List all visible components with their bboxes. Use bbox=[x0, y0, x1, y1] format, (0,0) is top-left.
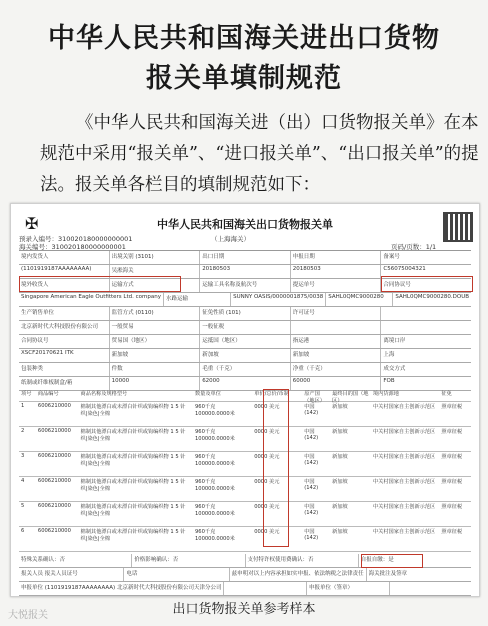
header-cell: 境外收货人 bbox=[19, 279, 110, 292]
header-cell: 许可证号 bbox=[291, 307, 382, 320]
goods-cell: 中关村国家自主创新示范区 bbox=[372, 429, 436, 435]
customs-emblem-icon: ✠ bbox=[25, 214, 39, 233]
header-cell: 62000 bbox=[200, 377, 291, 390]
goods-cell: 960千克 100000.0000米 bbox=[194, 529, 235, 542]
goods-cell: 新加坡 bbox=[332, 479, 348, 485]
port-note: （上海海关） bbox=[211, 235, 250, 243]
goods-cell: 照章征税 bbox=[441, 404, 463, 410]
header-cell: 20180503 bbox=[291, 265, 382, 278]
goods-header-cell: 境内货源地 bbox=[372, 391, 399, 397]
goods-cell: 6006210000 bbox=[37, 503, 71, 509]
header-cell: 征免性质 (101) bbox=[200, 307, 291, 320]
header-cell: 水路运输 bbox=[164, 293, 231, 306]
header-cell: 纸制或纤维板制盒/箱 bbox=[19, 377, 110, 390]
header-cell: 指运港 bbox=[291, 335, 382, 348]
goods-cell: 棉制其他漂白或未漂白针织或钩编织物 1 5 针织|染色|全棉 bbox=[80, 479, 186, 492]
header-cell: 成交方式 bbox=[383, 366, 406, 372]
header-cell: 吴淞海关 bbox=[110, 265, 201, 278]
header-grid bbox=[19, 250, 471, 391]
figure-caption: 出口货物报关单参考样本 bbox=[172, 602, 316, 617]
goods-cell: 新加坡 bbox=[332, 404, 348, 410]
header-cell: 申报日期 bbox=[291, 251, 382, 264]
header-cell bbox=[291, 321, 382, 334]
header-cell: 监管方式 (0110) bbox=[110, 307, 201, 320]
goods-cell: 照章征税 bbox=[441, 429, 463, 435]
goods-cell: 中关村国家自主创新示范区 bbox=[372, 504, 436, 510]
goods-cell: 0000 美元 bbox=[254, 429, 280, 435]
goods-cell: 2 bbox=[21, 428, 25, 434]
goods-cell: 6006210000 bbox=[37, 403, 71, 409]
goods-header-cell: 项号 bbox=[21, 391, 32, 397]
goods-cell: 6 bbox=[21, 528, 25, 534]
goods-cell: 棉制其他漂白或未漂白针织或钩编织物 1 5 针织|染色|全棉 bbox=[80, 429, 186, 442]
goods-cell: 960千克 100000.0000米 bbox=[194, 479, 235, 492]
page-title-line1: 中华人民共和国海关进出口货物 bbox=[48, 23, 440, 54]
goods-row bbox=[19, 477, 471, 502]
goods-header-cell: 原产国（地区） bbox=[304, 391, 325, 404]
goods-cell: 棉制其他漂白或未漂白针织或钩编织物 1 5 针织|染色|全棉 bbox=[80, 529, 186, 542]
goods-cell: 新加坡 bbox=[332, 504, 348, 510]
header-cell: 60000 bbox=[291, 377, 382, 390]
pre-entry-number: 预录入编号：310020180000000001 bbox=[19, 235, 133, 243]
bottom-cell: 特殊关系确认：否 bbox=[19, 554, 132, 567]
header-cell: 出境关别 (3101) bbox=[110, 251, 201, 264]
intro-paragraph: 《中华人民共和国海关进（出）口货物报关单》在本规范中采用“报关单”、“进口报关单”、“出口报关单”的提法。报关单各栏目的填制规范如下： bbox=[40, 113, 479, 195]
header-cell: SAHL0QMC9000280 bbox=[326, 293, 393, 306]
header-row bbox=[19, 335, 471, 349]
qr-code-icon bbox=[445, 214, 471, 240]
header-cell: 备案号 bbox=[383, 254, 400, 260]
goods-cell: 0000 美元 bbox=[254, 404, 280, 410]
watermark: 大悦报关 bbox=[8, 610, 48, 621]
header-cell: 境内发货人 bbox=[19, 251, 110, 264]
page-number: 页码/页数：1/1 bbox=[391, 243, 437, 251]
goods-cell: 5 bbox=[21, 503, 25, 509]
goods-cell: 中关村国家自主创新示范区 bbox=[372, 529, 436, 535]
goods-cell: 新加坡 bbox=[332, 529, 348, 535]
header-cell: Singapore American Eagle Outfitters Ltd. company bbox=[19, 293, 164, 306]
form-title: 中华人民共和国海关出口货物报关单 bbox=[157, 218, 333, 231]
header-cell: SUNNY OASIS/0000001875/0038 bbox=[231, 293, 326, 306]
goods-cell: 棉制其他漂白或未漂白针织或钩编织物 1 5 针织|染色|全棉 bbox=[80, 454, 186, 467]
bottom-cell: 申报单位（签章） bbox=[307, 582, 390, 595]
header-row bbox=[19, 349, 471, 363]
goods-cell: 照章征税 bbox=[441, 454, 463, 460]
bottom-row bbox=[19, 582, 471, 596]
header-cell: 离境口岸 bbox=[383, 338, 406, 344]
header-cell: 20180503 bbox=[200, 265, 291, 278]
header-cell: 运输方式 bbox=[110, 279, 201, 292]
header-cell: 新加坡 bbox=[200, 349, 291, 362]
header-cell bbox=[381, 307, 471, 320]
header-cell: 一般征税 bbox=[200, 321, 291, 334]
bottom-cell: 自报自缴：是 bbox=[360, 557, 394, 563]
goods-cell: 中国 (142) bbox=[304, 429, 319, 441]
header-cell: SAHL0QMC9000280.DOUB bbox=[395, 294, 469, 300]
header-cell: 件数 bbox=[110, 363, 201, 376]
goods-cell: 6006210000 bbox=[37, 453, 71, 459]
bottom-cell: 支付特许权使用费确认：否 bbox=[246, 554, 359, 567]
goods-cell: 960千克 100000.0000米 bbox=[194, 404, 235, 417]
goods-header-cell: 最终目的国（地区） bbox=[332, 391, 369, 404]
goods-header-cell: 数量及单位 bbox=[194, 391, 221, 397]
goods-header-cell: 商品名称及规格型号 bbox=[80, 391, 128, 397]
goods-row bbox=[19, 502, 471, 527]
header-cell: 10000 bbox=[110, 377, 201, 390]
header-cell: 生产销售单位 bbox=[19, 307, 110, 320]
goods-cell: 0000 美元 bbox=[254, 454, 280, 460]
header-cell: 提运单号 bbox=[291, 279, 382, 292]
goods-table bbox=[19, 389, 471, 552]
header-cell: FOB bbox=[383, 378, 395, 384]
header-cell: XSCF20170621 ITK bbox=[19, 349, 110, 362]
goods-cell: 新加坡 bbox=[332, 454, 348, 460]
goods-cell: 中关村国家自主创新示范区 bbox=[372, 479, 436, 485]
goods-cell: 0000 美元 bbox=[254, 504, 280, 510]
header-cell bbox=[381, 321, 471, 334]
header-cell: 贸易国（地区） bbox=[110, 335, 201, 348]
goods-cell: 照章征税 bbox=[441, 504, 463, 510]
header-cell: 一般贸易 bbox=[110, 321, 201, 334]
header-row bbox=[19, 307, 471, 321]
header-cell: (1101919187AAAAAAAA) bbox=[19, 265, 110, 278]
bottom-cell bbox=[224, 582, 307, 595]
page-title-line2: 报关单填制规范 bbox=[146, 63, 342, 94]
header-row bbox=[19, 293, 471, 307]
goods-row bbox=[19, 527, 471, 552]
goods-cell: 照章征税 bbox=[441, 479, 463, 485]
header-cell: 合同协议号 bbox=[19, 335, 110, 348]
self-declare-highlight bbox=[361, 554, 423, 568]
header-row bbox=[19, 363, 471, 377]
goods-cell: 960千克 100000.0000米 bbox=[194, 429, 235, 442]
header-cell: 净重（千克） bbox=[291, 363, 382, 376]
goods-header-cell: 商品编号 bbox=[37, 391, 59, 397]
header-cell: 毛重（千克） bbox=[200, 363, 291, 376]
header-cell: 新加坡 bbox=[291, 349, 382, 362]
goods-cell: 0000 美元 bbox=[254, 479, 280, 485]
goods-cell: 960千克 100000.0000米 bbox=[194, 454, 235, 467]
header-cell: 出口日期 bbox=[200, 251, 291, 264]
goods-cell: 4 bbox=[21, 478, 25, 484]
bottom-cell: 电话 bbox=[124, 568, 229, 581]
bottom-cell: 申报单位 (1101919187AAAAAAAA) 北京新时代大科技股份有限公司天津分公司 bbox=[19, 582, 224, 595]
bottom-row bbox=[19, 568, 471, 582]
goods-cell: 960千克 100000.0000米 bbox=[194, 504, 235, 517]
declaration-form-image bbox=[10, 203, 480, 597]
header-row bbox=[19, 251, 471, 265]
header-cell: 运输工具名称及航次号 bbox=[200, 279, 291, 292]
goods-row bbox=[19, 427, 471, 452]
goods-row bbox=[19, 402, 471, 427]
goods-cell: 照章征税 bbox=[441, 529, 463, 535]
header-cell: 新加坡 bbox=[110, 349, 201, 362]
goods-cell: 中国 (142) bbox=[304, 504, 319, 516]
goods-cell: 中关村国家自主创新示范区 bbox=[372, 404, 436, 410]
goods-cell: 中国 (142) bbox=[304, 529, 319, 541]
header-cell: 合同协议号 bbox=[383, 282, 411, 288]
bottom-cell: 兹申明对以上内容承担如实申报、依法纳税之法律责任 bbox=[230, 568, 367, 581]
goods-cell: 棉制其他漂白或未漂白针织或钩编织物 1 5 针织|染色|全棉 bbox=[80, 504, 186, 517]
header-cell: 上海 bbox=[383, 352, 395, 358]
header-cell: C56075004321 bbox=[383, 266, 426, 272]
goods-cell: 3 bbox=[21, 453, 25, 459]
bottom-cell: 价格影响确认：否 bbox=[132, 554, 245, 567]
goods-cell: 6006210000 bbox=[37, 478, 71, 484]
goods-cell: 中国 (142) bbox=[304, 404, 319, 416]
consignee-highlight bbox=[19, 276, 181, 292]
goods-row bbox=[19, 452, 471, 477]
customs-number: 海关编号：310020180000000001 bbox=[19, 243, 126, 251]
origin-highlight bbox=[263, 389, 289, 547]
header-row bbox=[19, 321, 471, 335]
goods-cell: 中国 (142) bbox=[304, 454, 319, 466]
contract-highlight bbox=[381, 276, 473, 292]
goods-cell: 新加坡 bbox=[332, 429, 348, 435]
goods-cell: 6006210000 bbox=[37, 428, 71, 434]
bottom-cell: 报关人员 报关人员证号 bbox=[19, 568, 124, 581]
goods-header-cell: 征免 bbox=[441, 391, 452, 397]
goods-cell: 1 bbox=[21, 403, 25, 409]
goods-cell: 中关村国家自主创新示范区 bbox=[372, 454, 436, 460]
header-cell: 包装种类 bbox=[19, 363, 110, 376]
bottom-cell bbox=[390, 582, 472, 595]
header-cell: 北京新时代大科技股份有限公司 bbox=[19, 321, 110, 334]
goods-cell: 0000 美元 bbox=[254, 529, 280, 535]
header-cell: 运抵国（地区） bbox=[200, 335, 291, 348]
goods-header-cell: 单价/总价/币制 bbox=[254, 391, 289, 397]
goods-header-row bbox=[19, 389, 471, 402]
goods-cell: 中国 (142) bbox=[304, 479, 319, 491]
goods-cell: 6006210000 bbox=[37, 528, 71, 534]
bottom-cell: 海关批注及签章 bbox=[368, 571, 408, 577]
goods-cell: 棉制其他漂白或未漂白针织或钩编织物 1 5 针织|染色|全棉 bbox=[80, 404, 186, 417]
